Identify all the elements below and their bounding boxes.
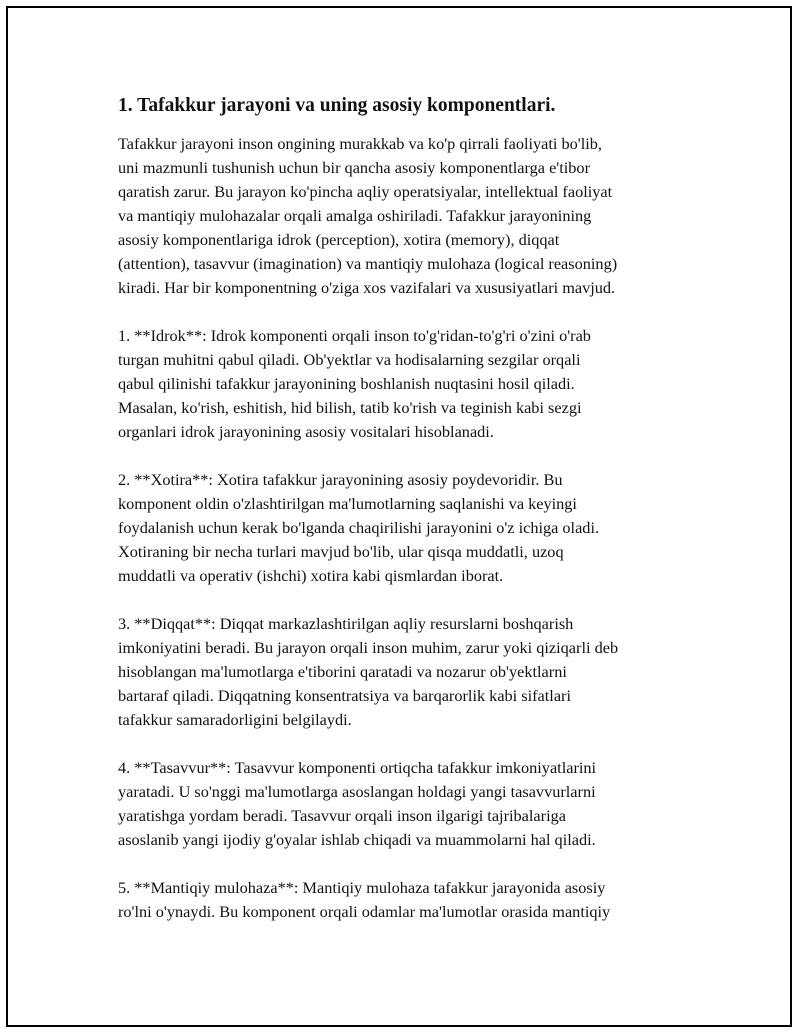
tasavvur-paragraph bbox=[118, 756, 690, 852]
text-line: yaratadi. U so'nggi ma'lumotlarga asoslangan holdagi yangi tasavvurlarni bbox=[118, 782, 596, 801]
text-line: asosiy komponentlariga idrok (perception), xotira (memory), diqqat bbox=[118, 230, 560, 249]
text-line: foydalanish uchun kerak bo'lganda chaqirilishi jarayonini o'z ichiga oladi. bbox=[118, 518, 600, 537]
text-line: ro'lni o'ynaydi. Bu komponent orqali odamlar ma'lumotlar orasida mantiqiy bbox=[118, 902, 611, 921]
text-line: 4. **Tasavvur**: Tasavvur komponenti ortiqcha tafakkur imkoniyatlarini bbox=[118, 758, 597, 777]
text-line: hisoblangan ma'lumotlarga e'tiborini qaratadi va nozarur ob'yektlarni bbox=[118, 662, 567, 681]
section-heading: 1. Tafakkur jarayoni va uning asosiy komponentlari. bbox=[118, 95, 556, 116]
text-line: qabul qilinishi tafakkur jarayonining boshlanish nuqtasini hosil qiladi. bbox=[118, 374, 575, 393]
text-line: komponent oldin o'zlashtirilgan ma'lumotlarning saqlanishi va keyingi bbox=[118, 494, 577, 513]
mantiqiy-paragraph bbox=[118, 876, 690, 924]
text-line: bartaraf qiladi. Diqqatning konsentratsiya va barqarorlik kabi sifatlari bbox=[118, 686, 572, 705]
text-line: asoslanib yangi ijodiy g'oyalar ishlab chiqadi va muammolarni hal qiladi. bbox=[118, 830, 596, 849]
text-line: Masalan, ko'rish, eshitish, hid bilish, tatib ko'rish va teginish kabi sezgi bbox=[118, 398, 582, 417]
xotira-paragraph bbox=[118, 468, 690, 588]
text-line: va mantiqiy mulohazalar orqali amalga oshiriladi. Tafakkur jarayonining bbox=[118, 206, 592, 225]
text-line: Tafakkur jarayoni inson ongining murakkab va ko'p qirrali faoliyati bo'lib, bbox=[118, 134, 603, 153]
text-line: Xotiraning bir necha turlari mavjud bo'lib, ular qisqa muddatli, uzoq bbox=[118, 542, 564, 561]
text-line: 1. **Idrok**: Idrok komponenti orqali inson to'g'ridan-to'g'ri o'zini o'rab bbox=[118, 326, 591, 345]
text-line: imkoniyatini beradi. Bu jarayon orqali inson muhim, zarur yoki qiziqarli deb bbox=[118, 638, 619, 657]
text-line: uni mazmunli tushunish uchun bir qancha asosiy komponentlarga e'tibor bbox=[118, 158, 590, 177]
text-line: yaratishga yordam beradi. Tasavvur orqali inson ilgarigi tajribalariga bbox=[118, 806, 566, 825]
diqqat-paragraph bbox=[118, 612, 690, 732]
intro-paragraph bbox=[118, 132, 690, 300]
text-line: tafakkur samaradorligini belgilaydi. bbox=[118, 710, 352, 729]
text-line: organlari idrok jarayonining asosiy vositalari hisoblanadi. bbox=[118, 422, 494, 441]
text-line: kiradi. Har bir komponentning o'ziga xos vazifalari va xususiyatlari mavjud. bbox=[118, 278, 616, 297]
text-line: (attention), tasavvur (imagination) va mantiqiy mulohaza (logical reasoning) bbox=[118, 254, 618, 273]
text-line: qaratish zarur. Bu jarayon ko'pincha aqliy operatsiyalar, intellektual faoliyat bbox=[118, 182, 613, 201]
text-line: 2. **Xotira**: Xotira tafakkur jarayonining asosiy poydevoridir. Bu bbox=[118, 470, 563, 489]
text-line: turgan muhitni qabul qiladi. Ob'yektlar va hodisalarning sezgilar orqali bbox=[118, 350, 581, 369]
idrok-paragraph bbox=[118, 324, 690, 444]
text-line: 3. **Diqqat**: Diqqat markazlashtirilgan aqliy resurslarni boshqarish bbox=[118, 614, 574, 633]
document-body bbox=[118, 92, 690, 948]
text-line: 5. **Mantiqiy mulohaza**: Mantiqiy mulohaza tafakkur jarayonida asosiy bbox=[118, 878, 606, 897]
text-line: muddatli va operativ (ishchi) xotira kabi qismlardan iborat. bbox=[118, 566, 504, 585]
